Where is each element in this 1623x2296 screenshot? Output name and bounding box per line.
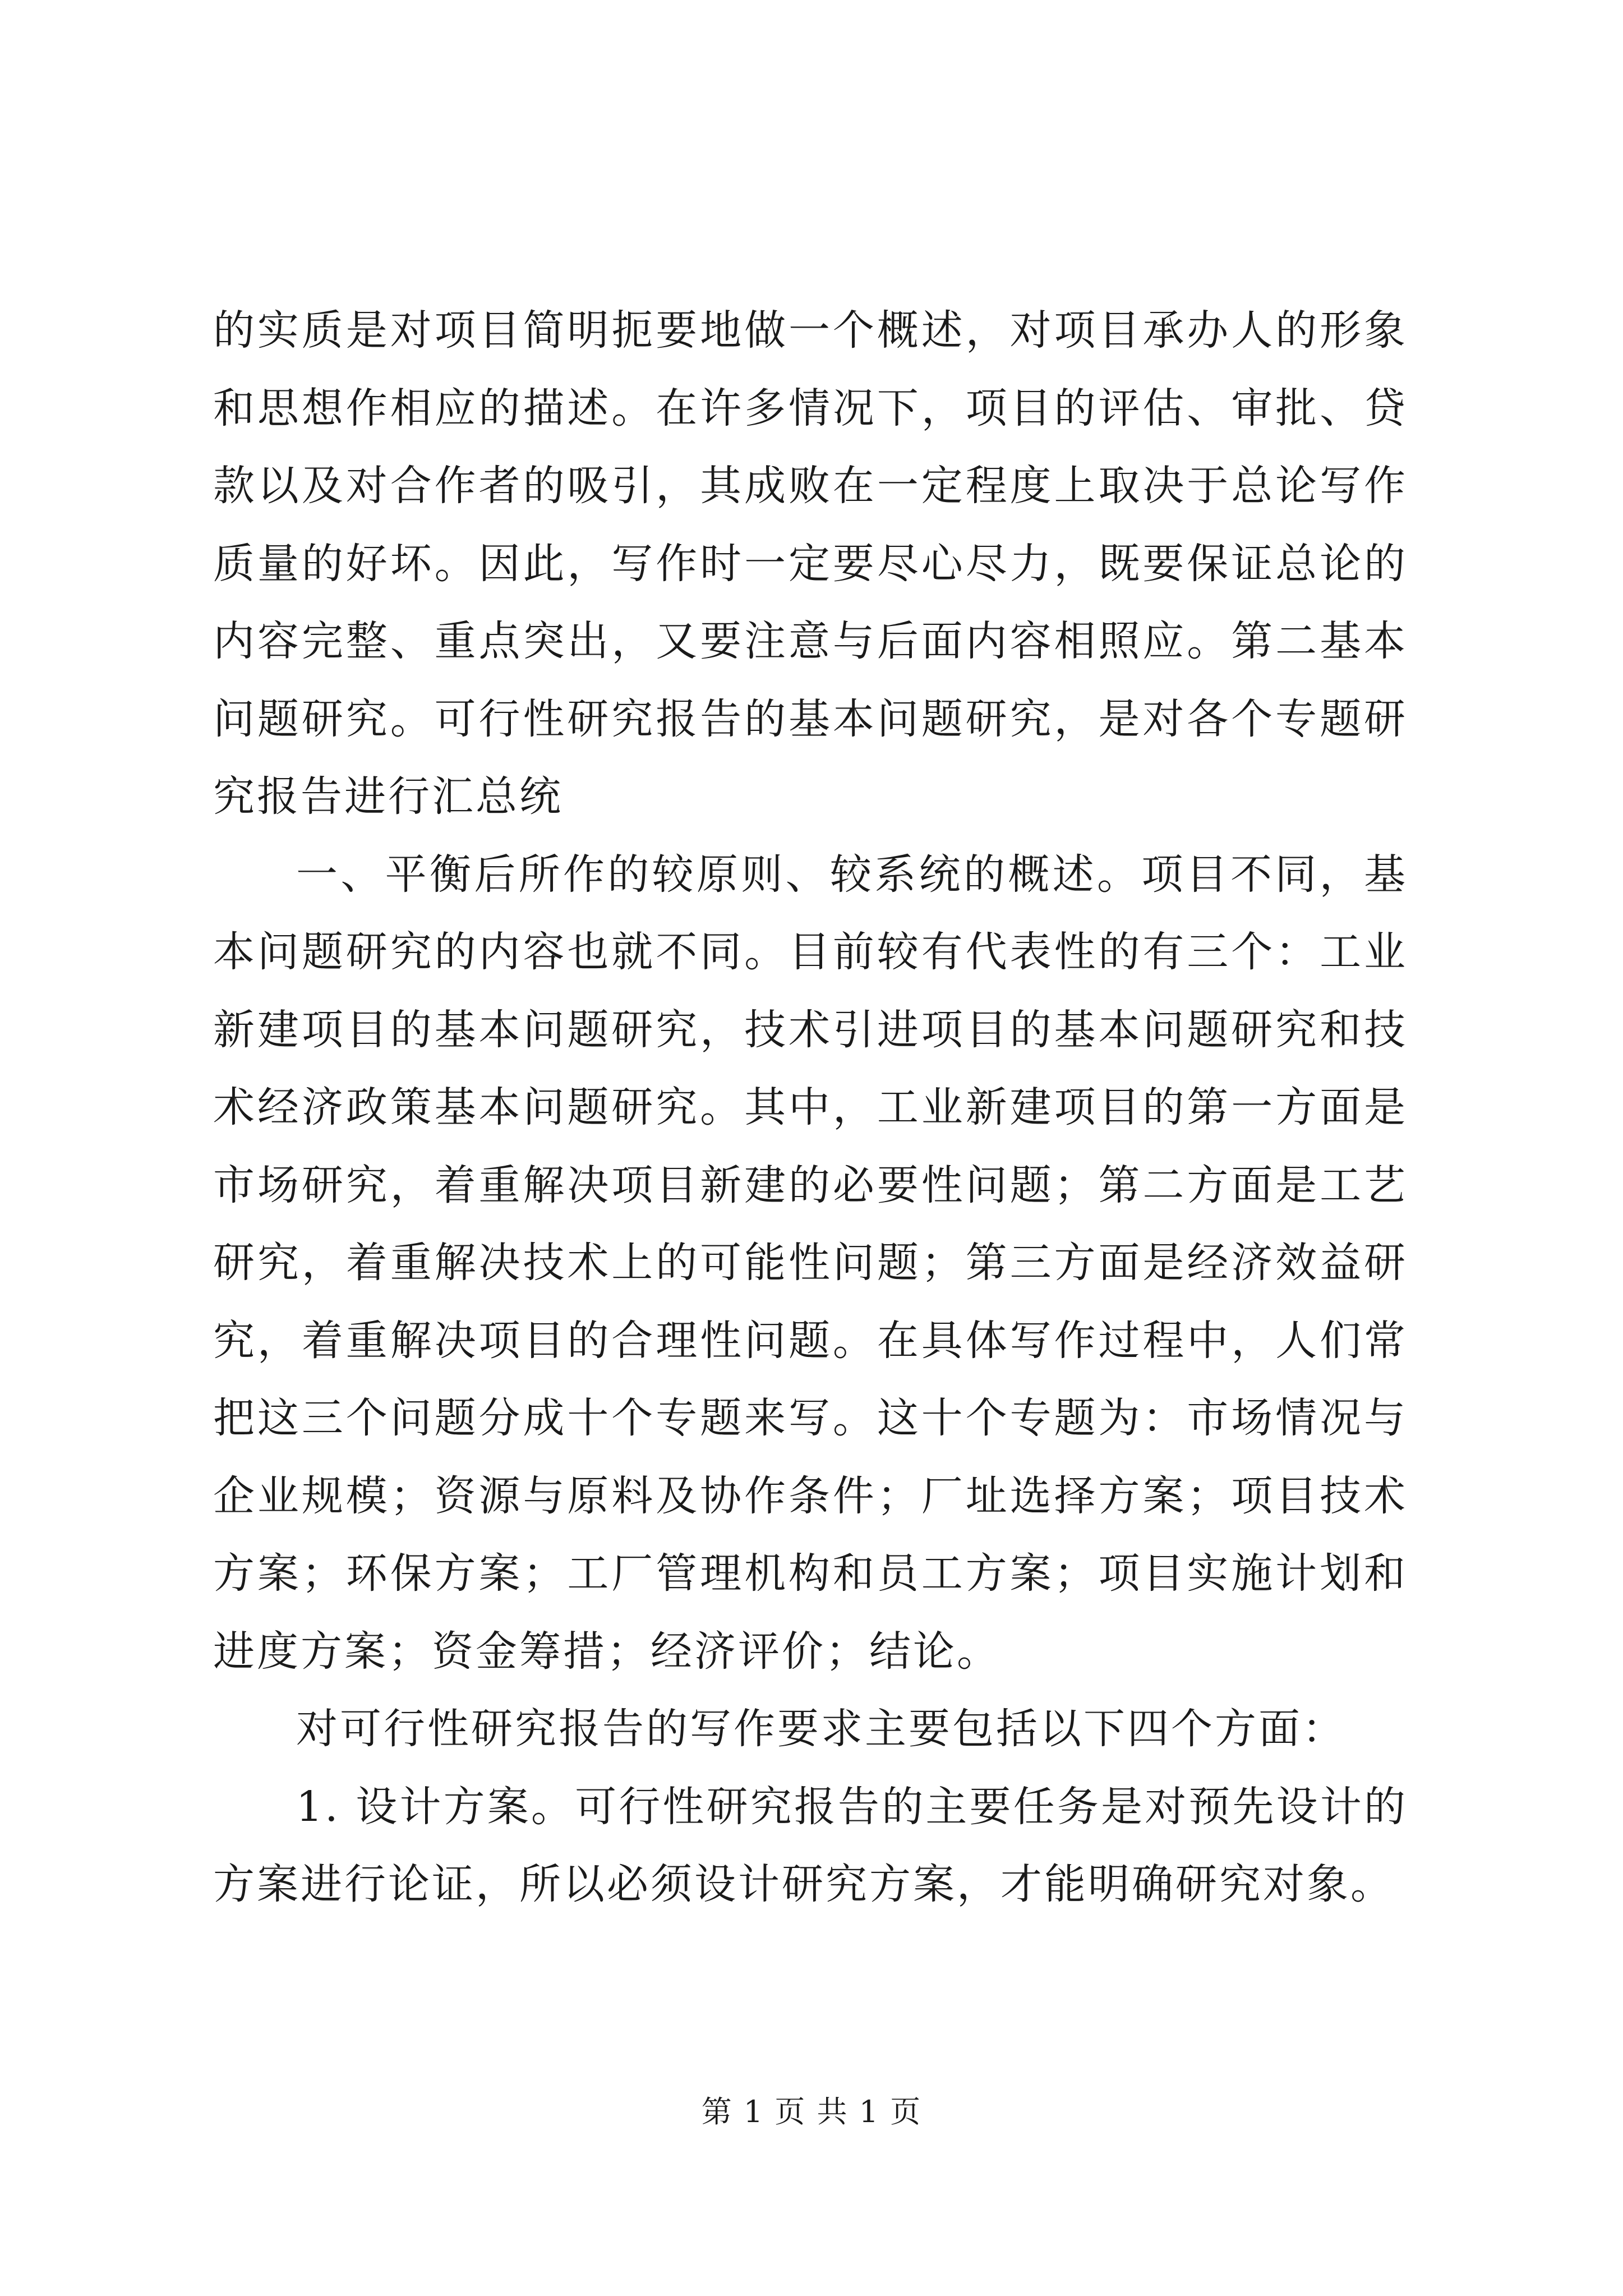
paragraph-1: 的实质是对项目简明扼要地做一个概述，对项目承办人的形象和思想作相应的描述。在许多情况下，项目的评估、审批、贷款以及对合作者的吸引，其成败在一定程度上取决于总论写作质量的好坏。因此，写作时一定要尽心尽力，既要保证总论的内容完整、重点突出，又要注意与后面内容相照应。第二基本问题研究。可行性研究报告的基本问题研究，是对各个专题研究报告进行汇总统 [213,306,1408,821]
paragraph-4: 1. 设计方案。可行性研究报告的主要任务是对预先设计的方案进行论证，所以必须设计研究方案，才能明确研究对象。 [213,1782,1408,1908]
paragraph-2: 一、平衡后所作的较原则、较系统的概述。项目不同，基本问题研究的内容也就不同。目前较有代表性的有三个：工业新建项目的基本问题研究，技术引进项目的基本问题研究和技术经济政策基本问题研究。其中，工业新建项目的第一方面是市场研究，着重解决项目新建的必要性问题；第二方面是工艺研究，着重解决技术上的可能性问题；第三方面是经济效益研究，着重解决项目的合理性问题。在具体写作过程中，人们常把这三个问题分成十个专题来写。这十个专题为：市场情况与企业规模；资源与原料及协作条件；厂址选择方案；项目技术方案；环保方案；工厂管理机构和员工方案；项目实施计划和进度方案；资金筹措；经济评价；结论。 [213,850,1408,1676]
paragraph-3: 对可行性研究报告的写作要求主要包括以下四个方面： [296,1705,1346,1753]
page-footer: 第 1 页 共 1 页 [701,2094,922,2129]
document-body [213,292,1408,1924]
